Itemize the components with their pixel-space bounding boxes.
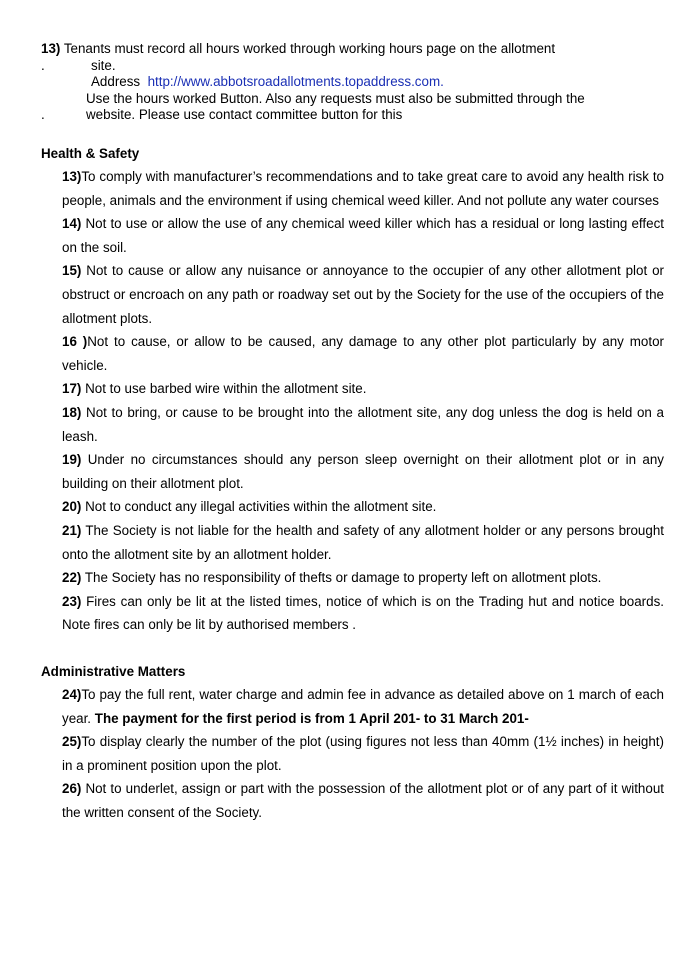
rule-text: Not to use or allow the use of any chemical weed killer which has a residual or long lasting effect on the soil. bbox=[62, 216, 664, 255]
rule-number: 17) bbox=[62, 381, 82, 397]
rule-item bbox=[62, 401, 664, 448]
rule-text: Use the hours worked Button. Also any requests must also be submitted through the bbox=[86, 90, 585, 106]
rule-text: Not to cause, or allow to be caused, any damage to any other plot particularly by any motor vehicle. bbox=[62, 334, 665, 373]
health-safety-rules bbox=[62, 165, 664, 637]
section-heading-health-safety: Health & Safety bbox=[41, 146, 140, 161]
rule-item bbox=[62, 377, 664, 401]
intro-line-1 bbox=[41, 41, 651, 58]
rule-item bbox=[62, 590, 664, 637]
rule-text: Under no circumstances should any person sleep overnight on their allotment plot or in any building on their allotment plot. bbox=[62, 452, 664, 491]
dot-marker: . bbox=[41, 107, 45, 122]
rule-item bbox=[62, 165, 664, 212]
rule-text: Not to bring, or cause to be brought into the allotment site, any dog unless the dog is held on a leash. bbox=[62, 404, 664, 444]
admin-rules-rest bbox=[62, 730, 664, 824]
admin-rules bbox=[62, 683, 664, 825]
rule-number: 24) bbox=[62, 687, 82, 702]
rule-number: 13) bbox=[41, 41, 61, 56]
url-period: . bbox=[440, 74, 444, 89]
rule-number: 13) bbox=[62, 169, 82, 184]
intro-line-4 bbox=[41, 91, 651, 108]
rule-number: 16 ) bbox=[62, 334, 88, 350]
rule-item bbox=[62, 259, 664, 330]
rule-item bbox=[62, 519, 664, 566]
rule-number: 26) bbox=[62, 781, 82, 797]
rule-text: Tenants must record all hours worked through working hours page on the allotment bbox=[60, 41, 556, 56]
intro-line-5 bbox=[41, 107, 651, 124]
rule-number: 19) bbox=[62, 452, 82, 468]
rule-number: 23) bbox=[62, 593, 82, 609]
rule-text: The Society is not liable for the health and safety of any allotment holder or any persons brought onto the allotment site by an allotment holder. bbox=[62, 522, 664, 562]
rule-item bbox=[62, 495, 664, 519]
rule-number: 20) bbox=[62, 499, 82, 515]
rule-text: Not to conduct any illegal activities within the allotment site. bbox=[81, 499, 437, 515]
section-heading-administrative: Administrative Matters bbox=[41, 664, 186, 679]
rule-text: Not to use barbed wire within the allotment site. bbox=[81, 381, 367, 397]
rule-item bbox=[62, 330, 664, 377]
rule-text: To display clearly the number of the plot (using figures not less than 40mm (1½ inches) in height) in a prominent position upon the plot. bbox=[62, 734, 664, 773]
rule-item bbox=[62, 448, 664, 495]
intro-line-3 bbox=[41, 74, 651, 91]
rule-text: The Society has no responsibility of thefts or damage to property left on allotment plots. bbox=[81, 570, 602, 586]
rule-text: Fires can only be lit at the listed times, notice of which is on the Trading hut and notice boards. Note fires can only be lit by authorised members . bbox=[62, 593, 664, 633]
rule-item bbox=[62, 683, 664, 730]
address-label: Address bbox=[91, 74, 141, 89]
rule-number: 22) bbox=[62, 570, 82, 586]
rule-number: 18) bbox=[62, 404, 82, 420]
rule-text: Not to underlet, assign or part with the possession of the allotment plot or of any part of it without the written consent of the Society. bbox=[62, 781, 664, 820]
site-url-link[interactable]: http://www.abbotsroadallotments.topaddress.com bbox=[147, 74, 441, 89]
rule-item bbox=[62, 566, 664, 590]
rule-item bbox=[62, 212, 664, 259]
rule-text-bold: The payment for the first period is from 1 April 201- to 31 March 201- bbox=[94, 710, 529, 726]
rule-text: site. bbox=[91, 57, 116, 73]
intro-rule-13 bbox=[41, 41, 651, 124]
rule-number: 21) bbox=[62, 522, 82, 538]
rule-text: To pay the full rent, water charge and admin fee in advance as detailed above on 1 march of each year. bbox=[62, 687, 664, 726]
intro-line-2 bbox=[41, 58, 651, 75]
rule-text: To comply with manufacturer’s recommendations and to take great care to avoid any health risk to people, animals and the environment if using chemical weed killer. And not pollute any water courses bbox=[62, 169, 664, 208]
dot-marker: . bbox=[41, 57, 45, 73]
rule-text: website. Please use contact committee button for this bbox=[86, 107, 403, 122]
rule-number: 25) bbox=[62, 734, 82, 750]
rule-number: 14) bbox=[62, 216, 82, 232]
rule-item bbox=[62, 730, 664, 777]
rule-number: 15) bbox=[62, 263, 82, 279]
rule-item bbox=[62, 777, 664, 824]
rule-text: Not to cause or allow any nuisance or annoyance to the occupier of any other allotment plot or obstruct or encroach on any path or roadway set out by the Society for the use of the occupiers of the allotment plots. bbox=[62, 263, 664, 326]
